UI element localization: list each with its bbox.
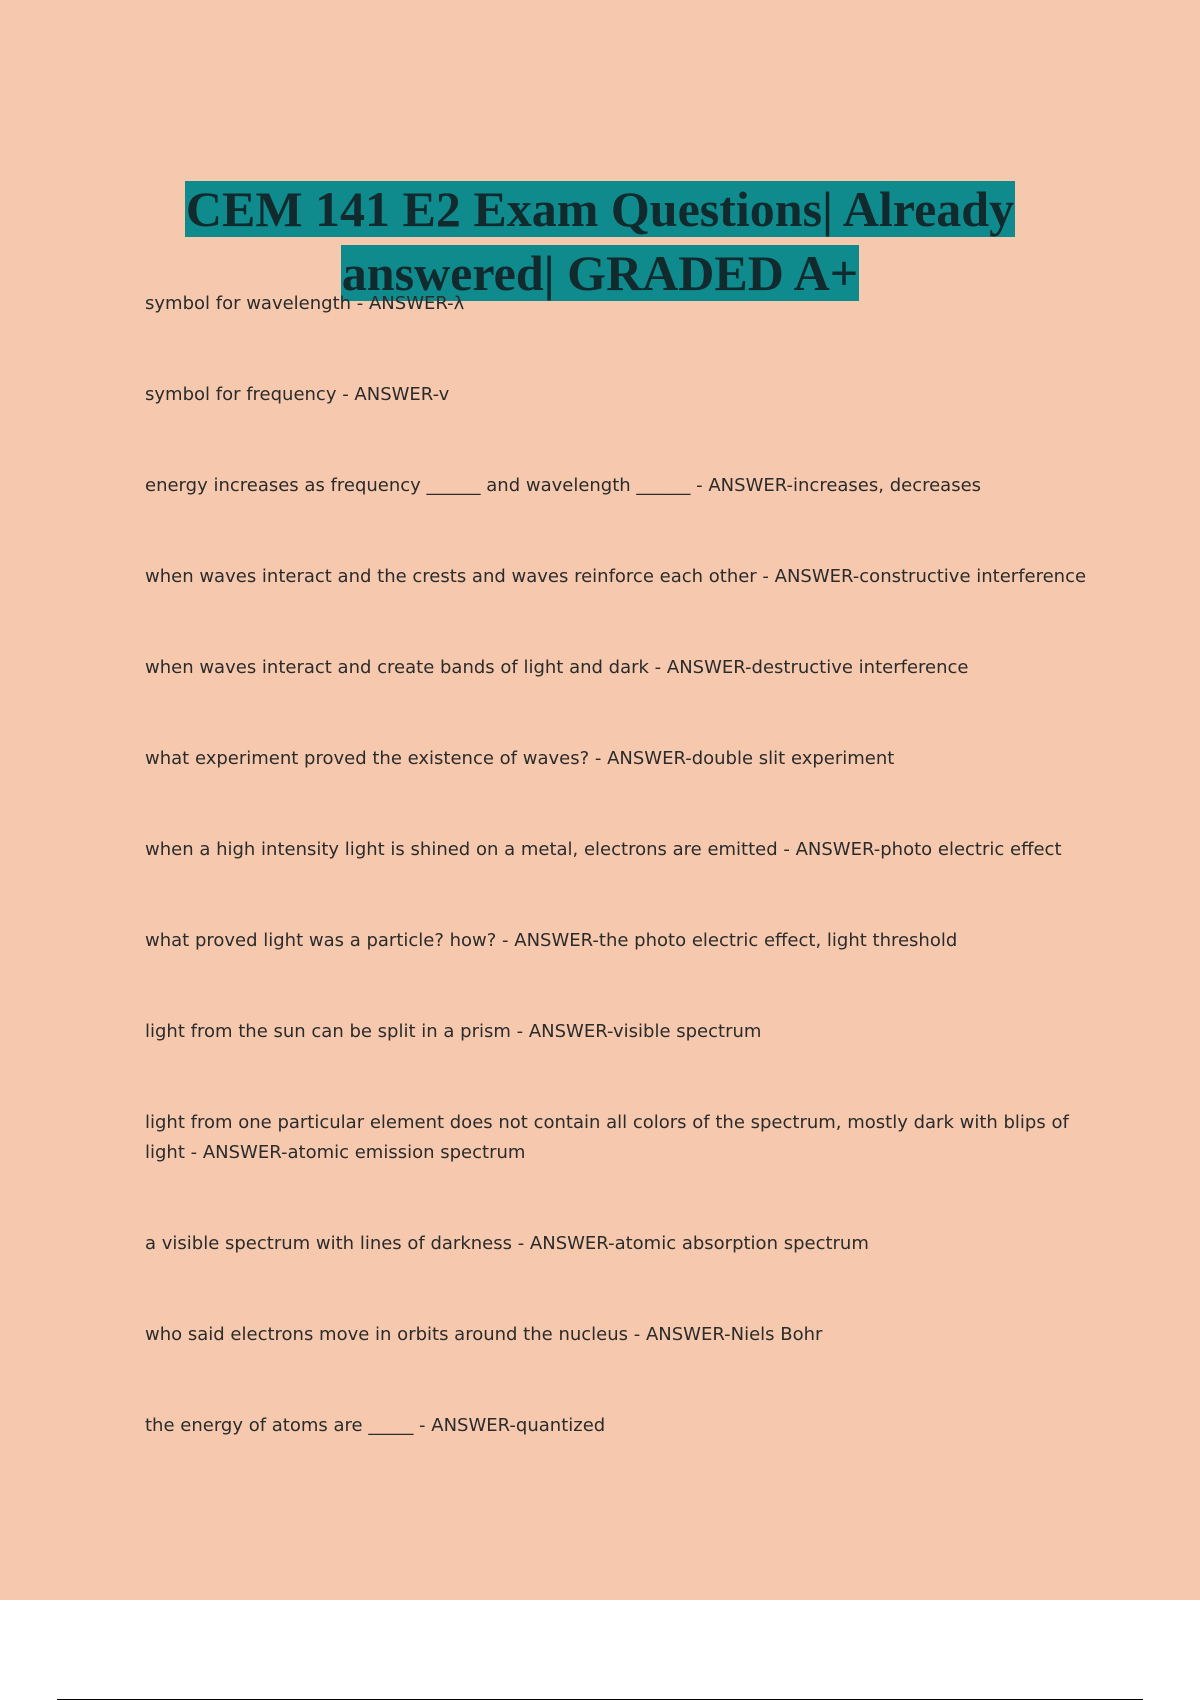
qa-item: energy increases as frequency ______ and wavelength ______ - ANSWER-increases, decreases [145, 475, 982, 496]
qa-item: when a high intensity light is shined on a metal, electrons are emitted - ANSWER-photo electric effect [145, 839, 1062, 860]
qa-list [145, 289, 1095, 1502]
title-line-2: answered| GRADED A+ [341, 244, 859, 301]
qa-item: a visible spectrum with lines of darkness - ANSWER-atomic absorption spectrum [145, 1233, 869, 1254]
qa-item: when waves interact and the crests and waves reinforce each other - ANSWER-constructive interference [145, 566, 1087, 587]
qa-item: light from one particular element does not contain all colors of the spectrum, mostly dark with blips of light - ANSWER-atomic emission spectrum [145, 1112, 1069, 1163]
qa-item: the energy of atoms are _____ - ANSWER-quantized [145, 1415, 606, 1436]
document-title [0, 177, 1200, 305]
qa-item: symbol for wavelength - ANSWER-λ [145, 293, 465, 314]
qa-item: what experiment proved the existence of waves? - ANSWER-double slit experiment [145, 748, 895, 769]
title-line-1: CEM 141 E2 Exam Questions| Already [185, 180, 1015, 237]
qa-item: symbol for frequency - ANSWER-v [145, 384, 450, 405]
qa-item: what proved light was a particle? how? - ANSWER-the photo electric effect, light threshold [145, 930, 958, 951]
qa-item: who said electrons move in orbits around the nucleus - ANSWER-Niels Bohr [145, 1324, 823, 1345]
qa-item: when waves interact and create bands of light and dark - ANSWER-destructive interference [145, 657, 969, 678]
qa-item: light from the sun can be split in a prism - ANSWER-visible spectrum [145, 1021, 762, 1042]
